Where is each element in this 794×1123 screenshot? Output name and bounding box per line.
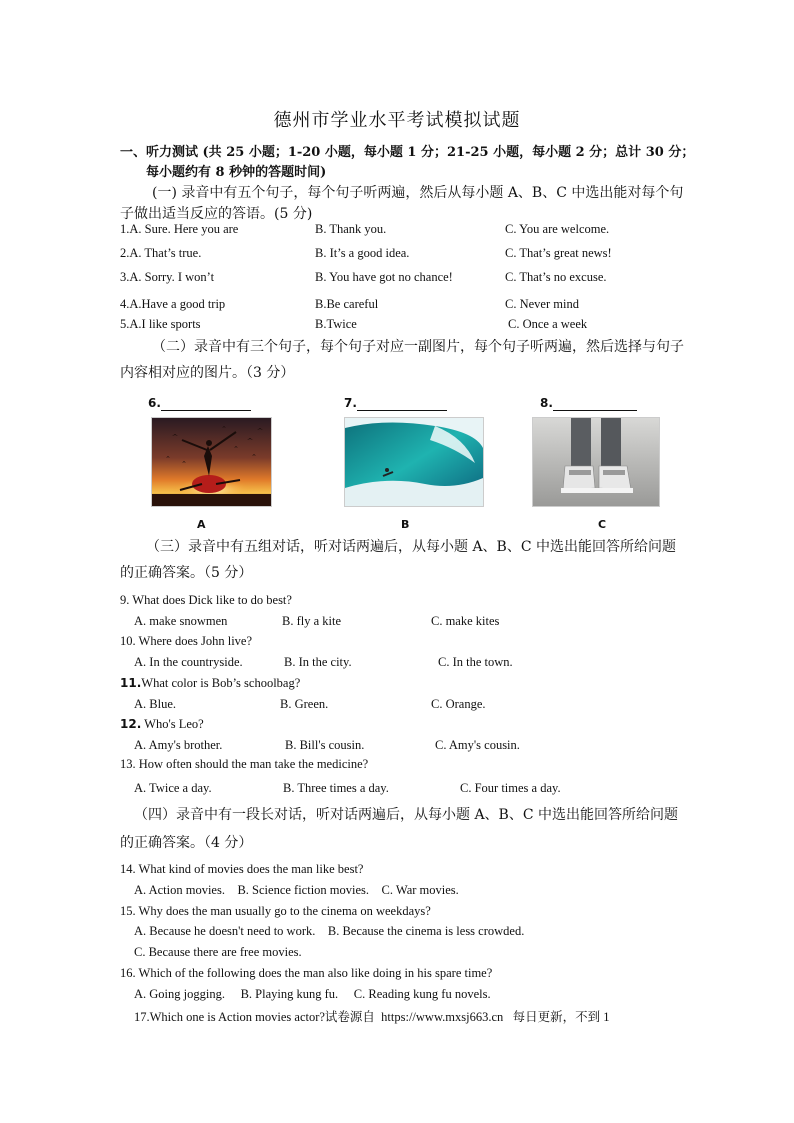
q12-number: 12. <box>120 717 142 731</box>
picture-a-dancer <box>151 417 272 507</box>
blank-label-7: 7. <box>344 396 357 410</box>
section3-instruction-line2: 的正确答案。（5 分） <box>120 565 253 581</box>
blank-label-8: 8. <box>540 396 553 410</box>
picture-caption-b: B <box>401 518 410 531</box>
q11-number: 11. <box>120 676 142 690</box>
section4-instruction-line1: （四）录音中有一段长对话，听对话两遍后，从每小题 A、B、C 中选出能回答所给问题 <box>134 807 679 823</box>
option-3b: B. You have got no chance! <box>315 270 453 284</box>
q14-options: A. Action movies. B. Science fiction movies. C. War movies. <box>134 883 459 897</box>
question-10: 10. Where does John live? <box>120 634 253 648</box>
q9-option-a: A. make snowmen <box>134 614 228 628</box>
option-3a: 3.A. Sorry. I won’t <box>120 270 215 284</box>
option-1a: 1.A. Sure. Here you are <box>120 222 239 236</box>
picture-c-shoes <box>532 417 660 507</box>
q12-option-a: A. Amy's brother. <box>134 738 223 752</box>
q9-option-c: C. make kites <box>431 614 500 628</box>
option-5c: C. Once a week <box>508 317 588 331</box>
q15-options: A. Because he doesn't need to work. B. Because the cinema is less crowded. <box>134 924 525 938</box>
blank-line-8 <box>553 398 637 411</box>
q12-option-c: C. Amy's cousin. <box>435 738 520 752</box>
part1-heading-line1: 一、听力测试 (共 25 小题；1-20 小题，每小题 1 分；21-25 小题，每小题 2 分；总计 30 分； <box>120 145 695 160</box>
question-16: 16. Which of the following does the man also like doing in his spare time? <box>120 966 493 980</box>
question-17: 17.Which one is Action movies actor?试卷源自 https://www.mxsj663.cn 每日更新，不到 1 <box>134 1010 610 1024</box>
blank-label-6: 6. <box>148 396 161 410</box>
picture-caption-a: A <box>197 518 206 531</box>
option-4a: 4.A.Have a good trip <box>120 297 226 311</box>
option-5a: 5.A.I like sports <box>120 317 201 331</box>
blank-line-7 <box>357 398 447 411</box>
option-2a: 2.A. That’s true. <box>120 246 202 260</box>
option-4b: B.Be careful <box>315 297 379 311</box>
option-4c: C. Never mind <box>505 297 579 311</box>
q11-option-a: A. Blue. <box>134 697 177 711</box>
question-11 <box>120 676 300 691</box>
question-14: 14. What kind of movies does the man like best? <box>120 862 364 876</box>
answer-blank-6[interactable] <box>148 392 251 411</box>
section1-instruction-line2: 子做出适当反应的答语。(5 分) <box>120 206 313 222</box>
option-5b: B.Twice <box>315 317 357 331</box>
option-2c: C. That’s great news! <box>505 246 612 260</box>
q11-option-b: B. Green. <box>280 697 329 711</box>
option-1c: C. You are welcome. <box>505 222 610 236</box>
option-1b: B. Thank you. <box>315 222 387 236</box>
q9-option-b: B. fly a kite <box>282 614 342 628</box>
option-3c: C. That’s no excuse. <box>505 270 607 284</box>
q12-text: Who's Leo? <box>141 717 204 731</box>
q13-option-c: C. Four times a day. <box>460 781 561 795</box>
section3-instruction-line1: （三）录音中有五组对话，听对话两遍后，从每小题 A、B、C 中选出能回答所给问题 <box>146 539 677 555</box>
part1-heading-line2: 每小题约有 8 秒钟的答题时间) <box>146 165 327 180</box>
q10-option-a: A. In the countryside. <box>134 655 243 669</box>
question-9: 9. What does Dick like to do best? <box>120 593 292 607</box>
q13-option-b: B. Three times a day. <box>283 781 389 795</box>
page-title: 德州市学业水平考试模拟试题 <box>273 110 521 131</box>
question-12 <box>120 717 204 732</box>
q10-option-c: C. In the town. <box>438 655 513 669</box>
blank-line-6 <box>161 398 251 411</box>
question-15: 15. Why does the man usually go to the cinema on weekdays? <box>120 904 431 918</box>
answer-blank-8[interactable] <box>540 392 637 411</box>
section1-instruction-line1: (一) 录音中有五个句子，每个句子听两遍，然后从每小题 A、B、C 中选出能对每个句 <box>152 185 684 201</box>
q16-options: A. Going jogging. B. Playing kung fu. C. Reading kung fu novels. <box>134 987 491 1001</box>
picture-b-surfer <box>344 417 484 507</box>
q10-option-b: B. In the city. <box>284 655 352 669</box>
picture-caption-c: C <box>598 518 607 531</box>
section2-instruction-line1: （二）录音中有三个句子，每个句子对应一副图片，每个句子听两遍，然后选择与句子 <box>152 339 684 355</box>
question-13: 13. How often should the man take the medicine? <box>120 757 369 771</box>
q11-option-c: C. Orange. <box>431 697 486 711</box>
section2-instruction-line2: 内容相对应的图片。（3 分） <box>120 365 295 381</box>
option-2b: B. It’s a good idea. <box>315 246 410 260</box>
q12-option-b: B. Bill's cousin. <box>285 738 365 752</box>
q13-option-a: A. Twice a day. <box>134 781 212 795</box>
q15-options-line2: C. Because there are free movies. <box>134 945 302 959</box>
section4-instruction-line2: 的正确答案。（4 分） <box>120 835 253 851</box>
answer-blank-7[interactable] <box>344 392 447 411</box>
q11-text: What color is Bob’s schoolbag? <box>141 676 301 690</box>
